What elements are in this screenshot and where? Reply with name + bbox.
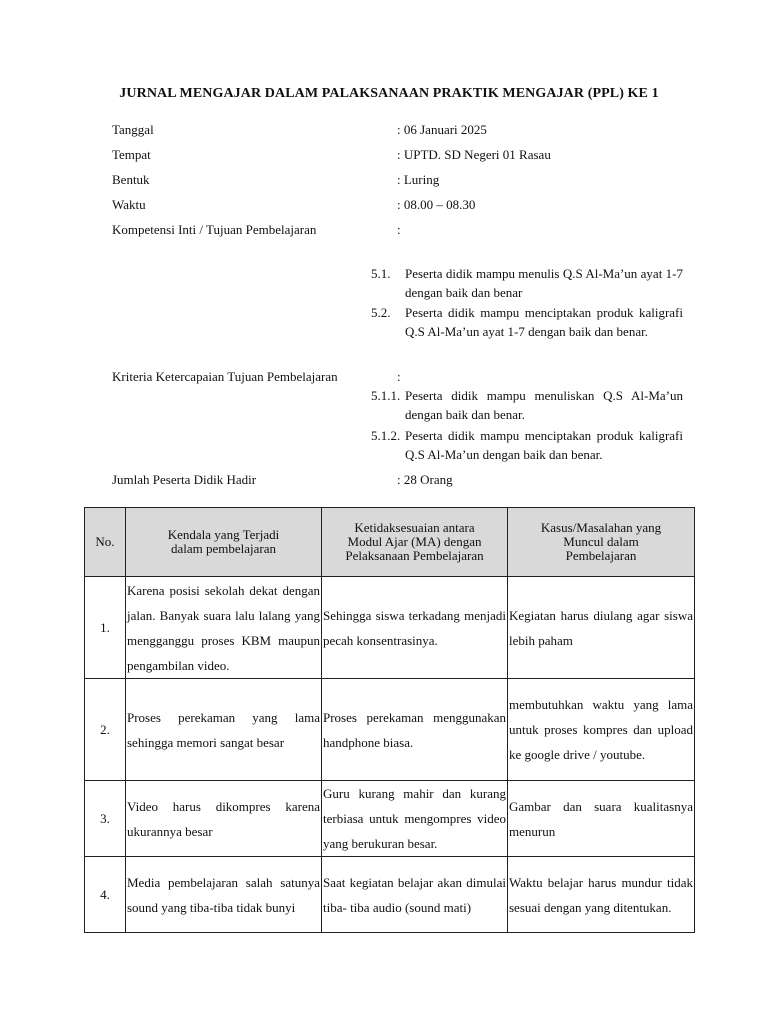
row-number: 2. [85, 679, 126, 781]
ketidaksesuaian-cell: Guru kurang mahir dan kurang terbiasa untuk mengompres video yang berukuran besar. [322, 781, 508, 857]
header-no: No. [85, 508, 126, 577]
kasus-cell: Gambar dan suara kualitasnya menurun [508, 781, 695, 857]
kriteria-text: Peserta didik mampu menuliskan Q.S Al-Ma’un dengan baik dan benar. [405, 388, 683, 422]
bentuk-label: Bentuk [112, 172, 150, 187]
kendala-cell: Media pembelajaran salah satunya sound yang tiba-tiba tidak bunyi [126, 857, 322, 933]
tujuan-number: 5.1. [371, 266, 391, 281]
kendala-cell: Karena posisi sekolah dekat dengan jalan. Banyak suara lalu lalang yang mengganggu proses KBM maupun pengambilan video. [126, 577, 322, 679]
table-header-row [85, 508, 695, 577]
tanggal-label: Tanggal [112, 122, 154, 137]
header-kasus [508, 508, 695, 577]
header-kendala [126, 508, 322, 577]
kasus-cell: membutuhkan waktu yang lama untuk proses kompres dan upload ke google drive / youtube. [508, 679, 695, 781]
kompetensi-label: Kompetensi Inti / Tujuan Pembelajaran [112, 222, 317, 237]
header-ketidaksesuaian-text: Ketidaksesuaian antara Modul Ajar (MA) dengan Pelaksanaan Pembelajaran [345, 520, 484, 563]
table-row [85, 679, 695, 781]
kendala-table [84, 507, 695, 933]
header-ketidaksesuaian [322, 508, 508, 577]
tanggal-value: : 06 Januari 2025 [397, 122, 487, 137]
row-number: 4. [85, 857, 126, 933]
kriteria-text: Peserta didik mampu menciptakan produk kaligrafi Q.S Al-Ma’un dengan baik dan benar. [405, 428, 683, 462]
tujuan-text: Peserta didik mampu menciptakan produk kaligrafi Q.S Al-Ma’un ayat 1-7 dengan baik dan benar. [405, 305, 683, 339]
table-row [85, 577, 695, 679]
header-kasus-text: Kasus/Masalahan yang Muncul dalam Pembelajaran [540, 520, 662, 563]
ketidaksesuaian-cell: Saat kegiatan belajar akan dimulai tiba- tiba audio (sound mati) [322, 857, 508, 933]
jumlah-value: : 28 Orang [397, 472, 453, 487]
tempat-value: : UPTD. SD Negeri 01 Rasau [397, 147, 551, 162]
page-title: JURNAL MENGAJAR DALAM PALAKSANAAN PRAKTIK MENGAJAR (PPL) KE 1 [119, 86, 659, 101]
tujuan-number: 5.2. [371, 305, 391, 320]
header-kendala-text: Kendala yang Terjadi dalam pembelajaran [167, 527, 280, 556]
kriteria-label: Kriteria Ketercapaian Tujuan Pembelajaran [112, 369, 338, 384]
ketidaksesuaian-cell: Sehingga siswa terkadang menjadi pecah konsentrasinya. [322, 577, 508, 679]
table-row [85, 781, 695, 857]
row-number: 1. [85, 577, 126, 679]
kasus-cell: Waktu belajar harus mundur tidak sesuai dengan yang ditentukan. [508, 857, 695, 933]
kriteria-value: : [397, 369, 401, 384]
ketidaksesuaian-cell: Proses perekaman menggunakan handphone biasa. [322, 679, 508, 781]
kriteria-number: 5.1.1. [371, 388, 401, 403]
tempat-label: Tempat [112, 147, 151, 162]
tujuan-item [371, 303, 683, 341]
waktu-value: : 08.00 – 08.30 [397, 197, 476, 212]
kriteria-item [371, 386, 683, 424]
kasus-cell: Kegiatan harus diulang agar siswa lebih paham [508, 577, 695, 679]
jumlah-label: Jumlah Peserta Didik Hadir [112, 472, 257, 487]
tujuan-text: Peserta didik mampu menulis Q.S Al-Ma’un ayat 1-7 dengan baik dan benar [405, 266, 683, 300]
kendala-cell: Video harus dikompres karena ukurannya besar [126, 781, 322, 857]
table-row [85, 857, 695, 933]
kriteria-number: 5.1.2. [371, 428, 401, 443]
bentuk-value: : Luring [397, 172, 440, 187]
waktu-label: Waktu [112, 197, 146, 212]
kriteria-item [371, 426, 683, 464]
kendala-cell: Proses perekaman yang lama sehingga memori sangat besar [126, 679, 322, 781]
tujuan-item [371, 264, 683, 302]
kompetensi-value: : [397, 222, 401, 237]
row-number: 3. [85, 781, 126, 857]
